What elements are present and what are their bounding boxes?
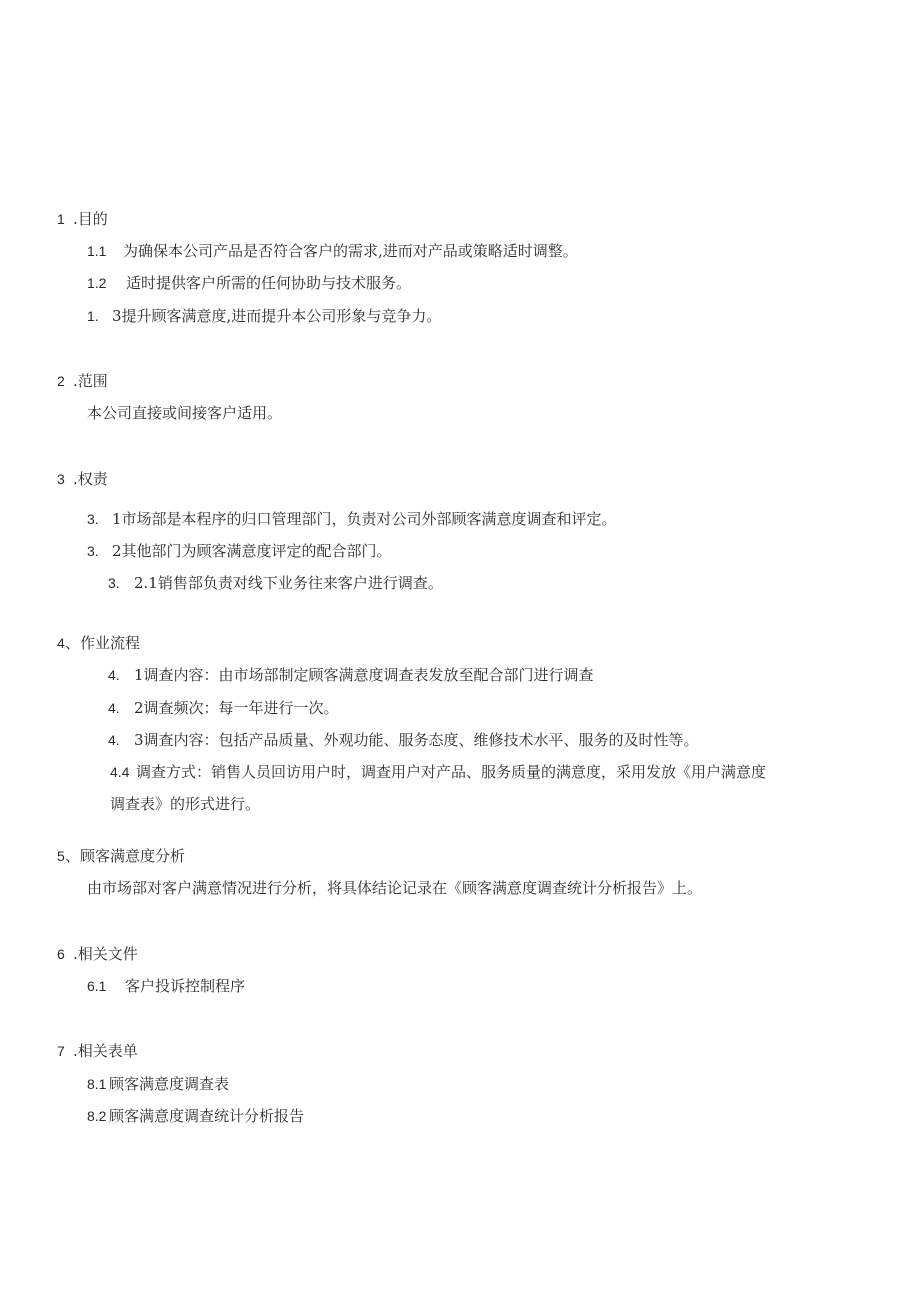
clause-6-1 xyxy=(87,976,245,996)
clause-text: 3调查内容：包括产品质量、外观功能、服务态度、维修技术水平、服务的及时性等。 xyxy=(134,731,699,749)
clause-1-2 xyxy=(87,273,411,293)
section-3-heading xyxy=(57,469,108,489)
clause-number: 3. xyxy=(108,575,120,591)
section-number: 1 xyxy=(57,211,65,227)
section-4-heading xyxy=(57,633,140,653)
clause-4-4-continuation xyxy=(110,794,260,814)
section-title: 、顾客满意度分析 xyxy=(65,847,186,865)
clause-text: 3提升顾客满意度,进而提升本公司形象与竞争力。 xyxy=(112,307,442,325)
clause-3-2 xyxy=(87,541,392,561)
clause-text: 2其他部门为顾客满意度评定的配合部门。 xyxy=(112,542,392,560)
clause-number: 4. xyxy=(108,732,120,748)
clause-text: 1市场部是本程序的归口管理部门，负责对公司外部顾客满意度调查和评定。 xyxy=(112,510,617,528)
section-number: 6 xyxy=(57,946,65,962)
clause-4-2 xyxy=(108,698,339,718)
clause-text: 为确保本公司产品是否符合客户的需求,进而对产品或策略适时调整。 xyxy=(123,242,578,260)
clause-number: 1.1 xyxy=(87,243,107,259)
section-number: 5 xyxy=(57,848,65,864)
section-number: 2 xyxy=(57,373,65,389)
clause-number: 4. xyxy=(108,700,120,716)
paragraph-text: 本公司直接或间接客户适用。 xyxy=(87,404,283,422)
form-8-1 xyxy=(87,1074,229,1094)
clause-1-1 xyxy=(87,241,578,261)
clause-text: 调查表》的形式进行。 xyxy=(110,795,261,813)
section-2-body xyxy=(87,403,282,423)
section-title: .权责 xyxy=(73,470,108,488)
clause-text: 1调查内容：由市场部制定顾客满意度调查表发放至配合部门进行调查 xyxy=(134,666,594,684)
form-8-2 xyxy=(87,1106,304,1126)
clause-number: 6.1 xyxy=(87,978,107,994)
section-number: 3 xyxy=(57,471,65,487)
section-title: .相关文件 xyxy=(73,945,138,963)
clause-number: 8.1 xyxy=(87,1076,107,1092)
section-title: .范围 xyxy=(73,372,108,390)
section-title: .相关表单 xyxy=(73,1042,138,1060)
section-number: 4 xyxy=(57,635,65,651)
clause-3-2-1 xyxy=(108,573,443,593)
clause-text: 适时提供客户所需的任何协助与技术服务。 xyxy=(126,274,412,292)
clause-number: 4. xyxy=(108,667,120,683)
clause-text: 2.1销售部负责对线下业务往来客户进行调查。 xyxy=(134,574,443,592)
section-number: 7 xyxy=(57,1043,65,1059)
clause-number: 3. xyxy=(87,511,99,527)
clause-1-3 xyxy=(87,306,441,326)
section-1-heading xyxy=(57,209,108,229)
clause-text: 顾客满意度调查统计分析报告 xyxy=(109,1107,305,1125)
paragraph-text: 由市场部对客户满意情况进行分析，将具体结论记录在《顾客满意度调查统计分析报告》上。 xyxy=(87,879,703,897)
section-5-heading xyxy=(57,846,185,866)
clause-number: 1. xyxy=(87,308,99,324)
section-6-heading xyxy=(57,944,138,964)
clause-number: 1.2 xyxy=(87,275,107,291)
clause-text: 2调查频次：每一年进行一次。 xyxy=(134,699,339,717)
section-5-body xyxy=(87,878,702,898)
section-2-heading xyxy=(57,371,108,391)
clause-number: 4.4 xyxy=(110,764,130,780)
clause-3-1 xyxy=(87,509,617,529)
clause-4-1 xyxy=(108,665,594,685)
section-7-heading xyxy=(57,1041,138,1061)
clause-4-4 xyxy=(110,762,766,782)
clause-4-3 xyxy=(108,730,699,750)
clause-text: 顾客满意度调查表 xyxy=(109,1075,230,1093)
section-title: 、作业流程 xyxy=(65,634,141,652)
section-title: .目的 xyxy=(73,210,108,228)
clause-text: 调查方式：销售人员回访用户时，调查用户对产品、服务质量的满意度，采用发放《用户满意度 xyxy=(136,763,767,781)
clause-number: 8.2 xyxy=(87,1108,107,1124)
clause-text: 客户投诉控制程序 xyxy=(125,977,246,995)
clause-number: 3. xyxy=(87,543,99,559)
